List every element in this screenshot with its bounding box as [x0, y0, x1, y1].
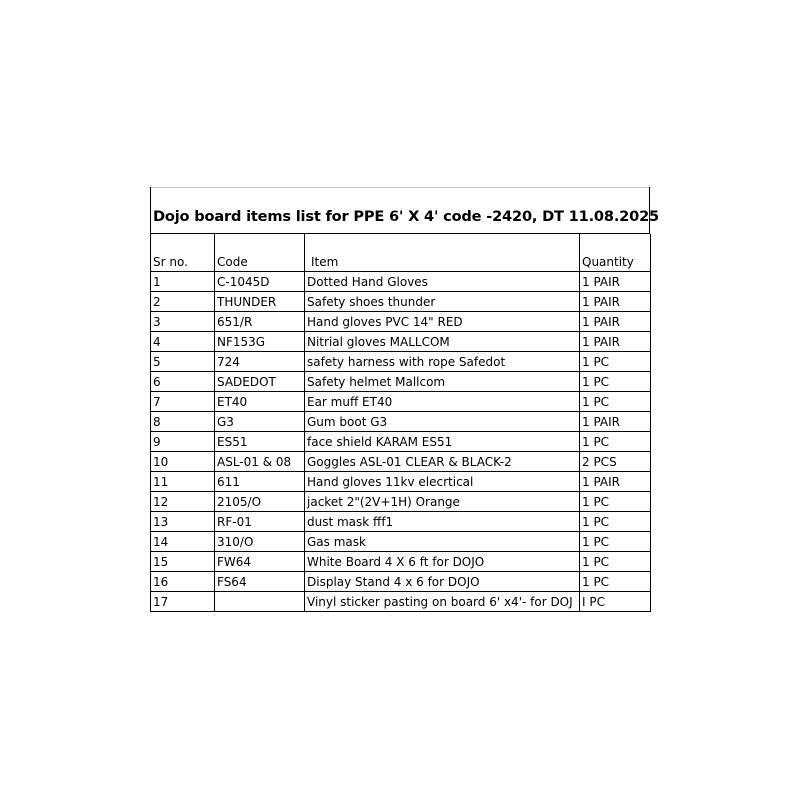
cell-sr-no: 12: [151, 492, 215, 512]
cell-code: FS64: [215, 572, 305, 592]
table-row: [151, 512, 651, 532]
cell-item: Ear muff ET40: [305, 392, 580, 412]
cell-quantity: 1 PC: [580, 532, 651, 552]
cell-code: 611: [215, 472, 305, 492]
cell-quantity: 1 PC: [580, 512, 651, 532]
cell-item: Display Stand 4 x 6 for DOJO: [305, 572, 580, 592]
cell-code: C-1045D: [215, 272, 305, 292]
table-row: [151, 472, 651, 492]
cell-code: 2105/O: [215, 492, 305, 512]
cell-item: Gum boot G3: [305, 412, 580, 432]
table-row: [151, 592, 651, 612]
cell-code: ES51: [215, 432, 305, 452]
sheet-top-border: [151, 187, 649, 190]
table-row: [151, 572, 651, 592]
table-row: [151, 412, 651, 432]
cell-item: safety harness with rope Safedot: [305, 352, 580, 372]
cell-item: Safety helmet Mallcom: [305, 372, 580, 392]
table-row: [151, 492, 651, 512]
table-row: [151, 432, 651, 452]
table-row: [151, 532, 651, 552]
cell-sr-no: 14: [151, 532, 215, 552]
cell-code: SADEDOT: [215, 372, 305, 392]
cell-quantity: 1 PAIR: [580, 272, 651, 292]
cell-sr-no: 13: [151, 512, 215, 532]
cell-quantity: 1 PC: [580, 492, 651, 512]
table-row: [151, 292, 651, 312]
cell-code: RF-01: [215, 512, 305, 532]
cell-item: White Board 4 X 6 ft for DOJO: [305, 552, 580, 572]
cell-quantity: 1 PC: [580, 352, 651, 372]
cell-quantity: 1 PAIR: [580, 292, 651, 312]
cell-sr-no: 15: [151, 552, 215, 572]
cell-item: Vinyl sticker pasting on board 6' x4'- for DOJ: [305, 592, 580, 612]
table-row: [151, 452, 651, 472]
cell-quantity: 1 PC: [580, 432, 651, 452]
cell-item: Gas mask: [305, 532, 580, 552]
cell-code: THUNDER: [215, 292, 305, 312]
header-sr-no: Sr no.: [151, 234, 215, 272]
title-row: [150, 187, 659, 234]
cell-sr-no: 7: [151, 392, 215, 412]
cell-sr-no: 9: [151, 432, 215, 452]
cell-sr-no: 1: [151, 272, 215, 292]
cell-quantity: 1 PAIR: [580, 332, 651, 352]
table-row: [151, 372, 651, 392]
cell-item: Goggles ASL-01 CLEAR & BLACK-2: [305, 452, 580, 472]
cell-code: NF153G: [215, 332, 305, 352]
cell-code: ET40: [215, 392, 305, 412]
cell-item: Dotted Hand Gloves: [305, 272, 580, 292]
cell-code: 651/R: [215, 312, 305, 332]
cell-quantity: 1 PC: [580, 372, 651, 392]
cell-item: Nitrial gloves MALLCOM: [305, 332, 580, 352]
cell-quantity: 1 PAIR: [580, 312, 651, 332]
cell-item: dust mask fff1: [305, 512, 580, 532]
cell-code: FW64: [215, 552, 305, 572]
cell-sr-no: 10: [151, 452, 215, 472]
document-title: Dojo board items list for PPE 6' X 4' code -2420, DT 11.08.2025: [153, 208, 659, 225]
cell-sr-no: 2: [151, 292, 215, 312]
cell-sr-no: 4: [151, 332, 215, 352]
cell-item: face shield KARAM ES51: [305, 432, 580, 452]
cell-quantity: I PC: [580, 592, 651, 612]
cell-item: jacket 2"(2V+1H) Orange: [305, 492, 580, 512]
header-item: Item: [305, 234, 580, 272]
cell-item: Hand gloves PVC 14" RED: [305, 312, 580, 332]
cell-code: G3: [215, 412, 305, 432]
cell-sr-no: 17: [151, 592, 215, 612]
ppe-items-sheet: [150, 187, 659, 612]
cell-quantity: 1 PAIR: [580, 472, 651, 492]
header-code: Code: [215, 234, 305, 272]
cell-sr-no: 5: [151, 352, 215, 372]
table-row: [151, 332, 651, 352]
cell-quantity: 1 PAIR: [580, 412, 651, 432]
header-quantity: Quantity: [580, 234, 651, 272]
cell-code: [215, 592, 305, 612]
cell-sr-no: 16: [151, 572, 215, 592]
cell-quantity: 1 PC: [580, 572, 651, 592]
table-row: [151, 352, 651, 372]
table-row: [151, 552, 651, 572]
table-row: [151, 272, 651, 292]
cell-quantity: 1 PC: [580, 392, 651, 412]
table-header-row: [151, 234, 651, 272]
cell-quantity: 2 PCS: [580, 452, 651, 472]
cell-item: Hand gloves 11kv elecrtical: [305, 472, 580, 492]
items-table: [150, 234, 651, 612]
table-row: [151, 312, 651, 332]
cell-item: Safety shoes thunder: [305, 292, 580, 312]
cell-sr-no: 6: [151, 372, 215, 392]
cell-quantity: 1 PC: [580, 552, 651, 572]
cell-sr-no: 11: [151, 472, 215, 492]
cell-code: ASL-01 & 08: [215, 452, 305, 472]
table-row: [151, 392, 651, 412]
cell-sr-no: 3: [151, 312, 215, 332]
cell-code: 310/O: [215, 532, 305, 552]
cell-code: 724: [215, 352, 305, 372]
cell-sr-no: 8: [151, 412, 215, 432]
